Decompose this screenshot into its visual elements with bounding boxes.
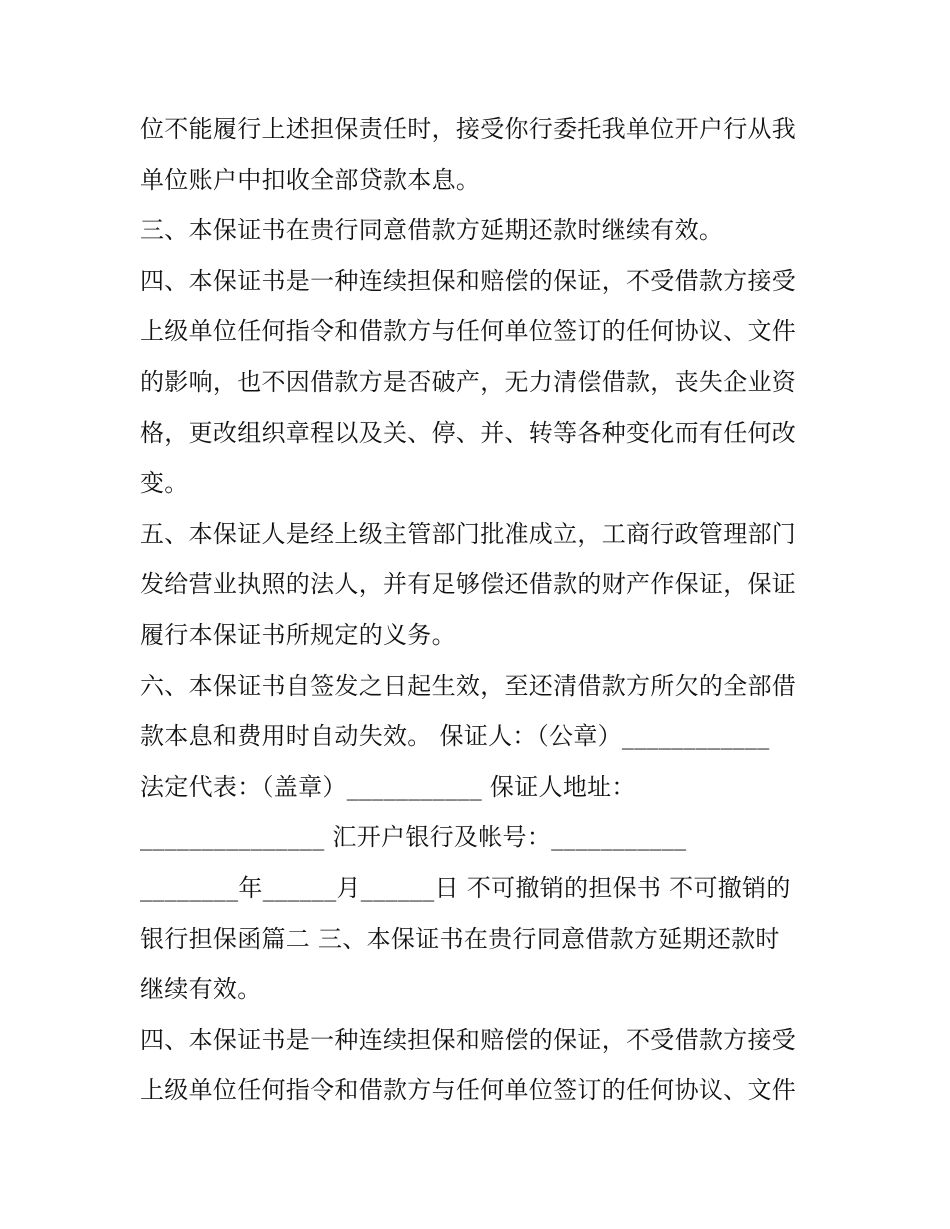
text-line: _______________ 汇开户银行及帐号：___________ — [140, 823, 687, 852]
text-line: 法定代表：（盖章）___________ 保证人地址： — [140, 772, 636, 801]
text-line: 继续有效。 — [140, 975, 262, 1004]
text-line: 格，更改组织章程以及关、停、并、转等各种变化而有任何改 — [140, 418, 797, 447]
document-body — [140, 104, 840, 1116]
text-line: 三、本保证书在贵行同意借款方延期还款时继续有效。 — [140, 216, 724, 245]
text-line: 变。 — [140, 469, 189, 498]
text-line: 六、本保证书自签发之日起生效，至还清借款方所欠的全部借 — [140, 671, 797, 700]
text-line: 单位账户中扣收全部贷款本息。 — [140, 165, 481, 194]
text-line: 四、本保证书是一种连续担保和赔偿的保证，不受借款方接受 — [140, 1025, 797, 1054]
text-line: 发给营业执照的法人，并有足够偿还借款的财产作保证，保证 — [140, 570, 797, 599]
text-line: 银行担保函篇二 三、本保证书在贵行同意借款方延期还款时 — [140, 924, 780, 953]
text-line: ________年______月______日 不可撤销的担保书 不可撤销的 — [140, 873, 791, 902]
text-line: 款本息和费用时自动失效。 保证人：（公章）____________ — [140, 722, 770, 751]
text-line: 履行本保证书所规定的义务。 — [140, 620, 456, 649]
text-line: 的影响，也不因借款方是否破产，无力清偿借款，丧失企业资 — [140, 367, 797, 396]
text-line: 四、本保证书是一种连续担保和赔偿的保证，不受借款方接受 — [140, 266, 797, 295]
text-line: 上级单位任何指令和借款方与任何单位签订的任何协议、文件 — [140, 1076, 797, 1105]
text-line: 五、本保证人是经上级主管部门批准成立，工商行政管理部门 — [140, 519, 797, 548]
text-line: 上级单位任何指令和借款方与任何单位签订的任何协议、文件 — [140, 317, 797, 346]
text-line: 位不能履行上述担保责任时，接受你行委托我单位开户行从我 — [140, 115, 797, 143]
